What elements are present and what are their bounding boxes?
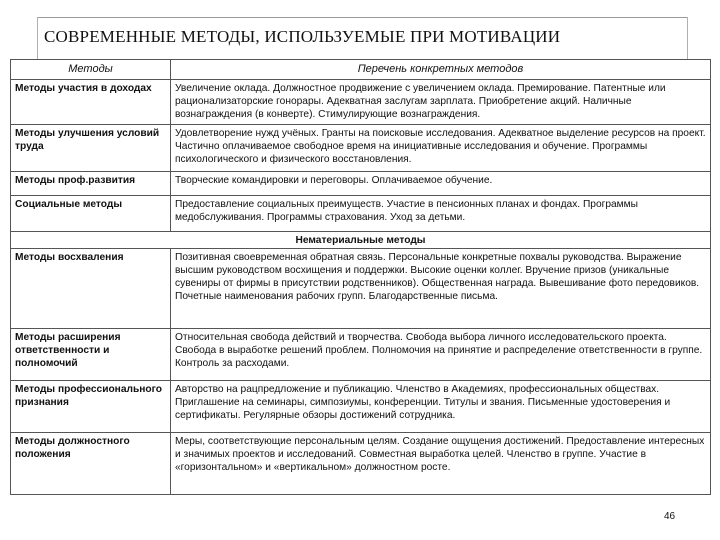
table-row: [11, 172, 711, 196]
section-heading-nonmaterial: Нематериальные методы: [11, 232, 711, 249]
method-name: Методы участия в доходах: [11, 80, 171, 125]
table-row: [11, 125, 711, 172]
method-name: Методы профессионального признания: [11, 381, 171, 433]
table-row: [11, 329, 711, 381]
method-name: Методы должностного положения: [11, 433, 171, 495]
table-row: [11, 433, 711, 495]
section-row: [11, 232, 711, 249]
table-row: [11, 80, 711, 125]
header-methods-list: Перечень конкретных методов: [171, 60, 711, 80]
table-header-row: [11, 60, 711, 80]
table-row: [11, 249, 711, 329]
header-methods: Методы: [11, 60, 171, 80]
method-name: Методы расширения ответственности и полномочий: [11, 329, 171, 381]
method-description: Творческие командировки и переговоры. Оплачиваемое обучение.: [171, 172, 711, 196]
page-number: 46: [664, 511, 676, 522]
method-description: Меры, соответствующие персональным целям. Создание ощущения достижений. Предоставление интересных и значимых проектов и исследований. Совместная выработка целей. Членство в группе. Участие в «горизонтальном» и «вертикальном» должностном росте.: [171, 433, 711, 495]
method-name: Методы улучшения условий труда: [11, 125, 171, 172]
method-name: Социальные методы: [11, 196, 171, 232]
method-name: Методы восхваления: [11, 249, 171, 329]
method-description: Авторство на рацпредложение и публикацию. Членство в Академиях, профессиональных обществах. Приглашение на семинары, симпозиумы, конференции. Титулы и звания. Письменные удостоверения и сертификаты. Регулярные обзоры достижений сотрудника.: [171, 381, 711, 433]
title-frame: [37, 17, 687, 18]
method-description: Относительная свобода действий и творчества. Свобода выбора личного исследовательского проекта. Свобода в выработке решений проблем. Полномочия на принятие и распределение ответственности в группе. Контроль за расходами.: [171, 329, 711, 381]
method-description: Удовлетворение нужд учёных. Гранты на поисковые исследования. Адекватное выделение ресурсов на проект. Частично оплачиваемое свободное время на инициативные исследования и обучение. Программы психологического и физического восстановления.: [171, 125, 711, 172]
table-row: [11, 381, 711, 433]
method-name: Методы проф.развития: [11, 172, 171, 196]
page-title: СОВРЕМЕННЫЕ МЕТОДЫ, ИСПОЛЬЗУЕМЫЕ ПРИ МОТИВАЦИИ: [44, 27, 561, 46]
method-description: Увеличение оклада. Должностное продвижение с увеличением оклада. Премирование. Патентные или рационализаторские гонорары. Адекватная заслугам зарплата. Приобретение акций. Наличные вознаграждения (в конверте). Стимулирующие вознаграждения.: [171, 80, 711, 125]
method-description: Предоставление социальных преимуществ. Участие в пенсионных планах и фондах. Программы медобслуживания. Программы страхования. Уход за детьми.: [171, 196, 711, 232]
method-description: Позитивная своевременная обратная связь. Персональные конкретные похвалы руководства. Выражение высшим руководством восхищения и поддержки. Высокие оценки коллег. Вручение призов (уникальные сувениры от фирмы в присутствии родственников). Общественная награда. Вывешивание фото передовиков. Почетные наименования рабочих групп. Благодарственные письма.: [171, 249, 711, 329]
table-row: [11, 196, 711, 232]
methods-table: [10, 59, 711, 495]
